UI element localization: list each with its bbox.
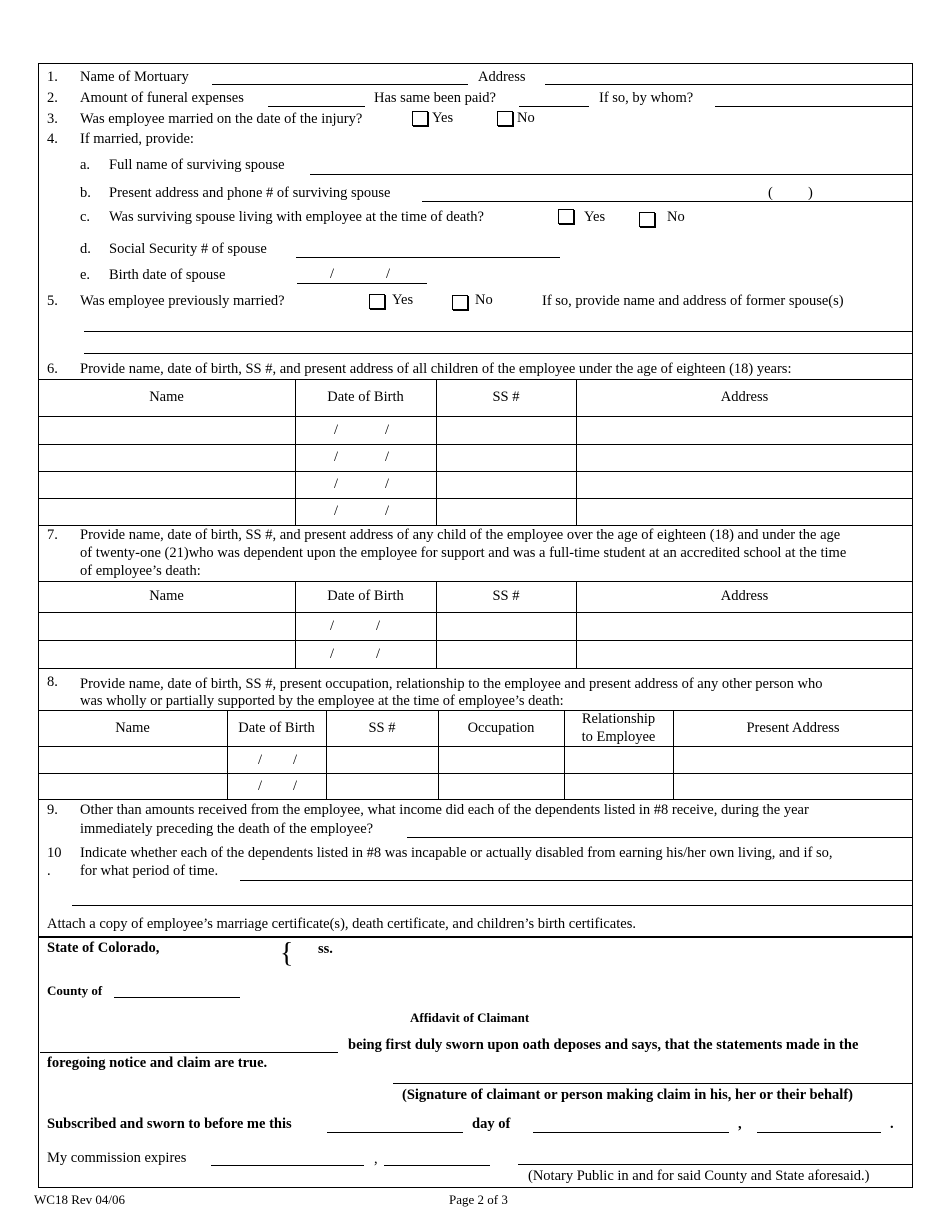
date-slash: / [376,618,381,634]
students-col-name: Name [149,588,184,604]
q5-number: 5. [47,293,58,309]
spouse-ssn-field[interactable] [296,257,560,258]
phone-open-paren: ( [768,185,773,201]
living-with-no-label: No [667,209,685,225]
former-spouse-field-1[interactable] [84,331,913,332]
affidavit-title: Affidavit of Claimant [410,1010,530,1025]
date-slash: / [293,778,298,794]
sworn-day-field[interactable] [327,1132,463,1133]
spouse-birth-slash: / [386,266,391,282]
others-col-relationship: Relationship [581,711,656,727]
prev-married-yes-checkbox[interactable] [369,294,385,309]
date-slash: / [385,476,390,492]
children-col-ssn: SS # [492,389,520,405]
living-with-no-checkbox[interactable] [639,212,655,227]
prev-married-no-label: No [475,292,493,308]
spouse-name-field[interactable] [310,174,913,175]
q8-line1: Provide name, date of birth, SS #, present occupation, relationship to the employee and present address of any other person who [80,676,823,692]
commission-comma: , [374,1151,378,1167]
day-of-label: day of [472,1116,511,1132]
married-no-checkbox[interactable] [497,111,513,126]
married-yes-label: Yes [432,110,454,126]
spouse-birth-date-field[interactable] [297,283,427,284]
q4a-label: Full name of surviving spouse [109,157,285,173]
living-with-yes-checkbox[interactable] [558,209,574,224]
q3-number: 3. [47,111,58,127]
q4-number: 4. [47,131,58,147]
q4c-letter: c. [80,209,91,225]
spouse-birth-slash: / [330,266,335,282]
mortuary-name-field[interactable] [212,84,468,85]
sworn-month-field[interactable] [533,1132,729,1133]
q9-line2: immediately preceding the death of the employee? [80,821,374,837]
children-col-name: Name [149,389,184,405]
date-comma: , [738,1116,742,1132]
q5-label: Was employee previously married? [80,293,285,309]
q9-number: 9. [47,802,58,818]
county-label: County of [47,983,103,998]
q3-label: Was employee married on the date of the injury? [80,111,363,127]
others-col-present-address: Present Address [746,720,840,736]
date-slash: / [334,476,339,492]
dependents-income-field[interactable] [407,837,913,838]
form-id: WC18 Rev 04/06 [34,1192,125,1207]
date-slash: / [376,646,381,662]
date-slash: / [330,618,335,634]
q4b-letter: b. [80,185,91,201]
q8-line2: was wholly or partially supported by the employee at the time of employee’s death: [80,693,564,709]
state-label: State of Colorado, [47,940,160,956]
q4d-letter: d. [80,241,91,257]
children-col-address: Address [720,389,769,405]
spouse-address-phone-field[interactable] [422,201,913,202]
prev-married-yes-label: Yes [392,292,414,308]
q6-number: 6. [47,361,58,377]
q7-line1: Provide name, date of birth, SS #, and present address of any child of the employee over the age of eighteen (18) and under the age [80,527,841,543]
q10-line2: for what period of time. [80,863,219,879]
page-number: Page 2 of 3 [449,1192,508,1207]
expenses-paid-field[interactable] [519,106,589,107]
q7-number: 7. [47,527,58,543]
commission-date-field[interactable] [211,1165,364,1166]
children-col-dob: Date of Birth [327,389,404,405]
q7-line3: of employee’s death: [80,563,201,579]
date-slash: / [385,449,390,465]
claimant-signature-field[interactable] [393,1083,913,1084]
q5-followup: If so, provide name and address of former spouse(s) [542,293,844,309]
sworn-line1: being first duly sworn upon oath deposes and says, that the statements made in the [348,1037,859,1053]
date-slash: / [385,422,390,438]
q7-line2: of twenty-one (21)who was dependent upon the employee for support and was a full-time student at an accredited school at the time [80,545,847,561]
phone-close-paren: ) [808,185,813,201]
q4-label: If married, provide: [80,131,194,147]
q4b-label: Present address and phone # of surviving spouse [109,185,391,201]
disability-period-field-2[interactable] [72,905,913,906]
date-slash: / [334,503,339,519]
others-col-ssn: SS # [368,720,396,736]
disability-period-field[interactable] [240,880,913,881]
q2-label: Amount of funeral expenses [80,90,244,106]
q9-line1: Other than amounts received from the employee, what income did each of the dependents listed in #8 receive, during the year [80,802,809,818]
students-col-ssn: SS # [492,588,520,604]
q4e-letter: e. [80,267,91,283]
affidavit-divider [38,936,913,938]
q1-address-label: Address [478,69,526,85]
married-no-label: No [517,110,535,126]
ss-label: ss. [318,941,333,957]
date-slash: / [385,503,390,519]
married-yes-checkbox[interactable] [412,111,428,126]
q4c-label: Was surviving spouse living with employee at the time of death? [109,209,484,225]
date-slash: / [293,752,298,768]
q10-number: 10 [47,845,62,861]
q10-line1: Indicate whether each of the dependents listed in #8 was incapable or actually disabled from earning his/her own living, and if so, [80,845,833,861]
others-col-occupation: Occupation [467,720,535,736]
date-slash: / [330,646,335,662]
q10-number-dot: . [47,863,51,879]
former-spouse-field-2[interactable] [84,353,913,354]
signature-caption: (Signature of claimant or person making claim in his, her or their behalf) [402,1087,853,1103]
attach-note: Attach a copy of employee’s marriage certificate(s), death certificate, and children’s birth certificates. [47,916,636,932]
q2-number: 2. [47,90,58,106]
sworn-line2: foregoing notice and claim are true. [47,1055,268,1071]
q4d-label: Social Security # of spouse [109,241,267,257]
funeral-expenses-field[interactable] [268,106,365,107]
students-col-dob: Date of Birth [327,588,404,604]
claimant-name-field[interactable] [40,1052,338,1053]
q4e-label: Birth date of spouse [109,267,226,283]
q2-paid-label: Has same been paid? [374,90,496,106]
sworn-year-field[interactable] [757,1132,881,1133]
date-slash: / [334,449,339,465]
students-col-address: Address [720,588,769,604]
q1-number: 1. [47,69,58,85]
brace-glyph: { [280,938,294,969]
q4a-letter: a. [80,157,91,173]
date-slash: / [258,778,263,794]
subscribed-label: Subscribed and sworn to before me this [47,1116,292,1132]
others-col-relationship-2: to Employee [581,729,656,745]
living-with-yes-label: Yes [584,209,606,225]
commission-label: My commission expires [47,1150,187,1166]
date-slash: / [334,422,339,438]
paid-by-whom-field[interactable] [715,106,913,107]
others-col-name: Name [115,720,150,736]
notary-signature-field[interactable] [518,1164,913,1165]
q6-label: Provide name, date of birth, SS #, and present address of all children of the employee under the age of eighteen (18) years: [80,361,792,377]
date-period: . [890,1116,894,1132]
commission-year-field[interactable] [384,1165,490,1166]
notary-caption: (Notary Public in and for said County and State aforesaid.) [528,1168,870,1184]
date-slash: / [258,752,263,768]
prev-married-no-checkbox[interactable] [452,295,468,310]
mortuary-address-field[interactable] [545,84,913,85]
county-field[interactable] [114,997,240,998]
q2-by-whom-label: If so, by whom? [599,90,694,106]
q1-label: Name of Mortuary [80,69,189,85]
q8-number: 8. [47,674,58,690]
others-col-dob: Date of Birth [238,720,315,736]
